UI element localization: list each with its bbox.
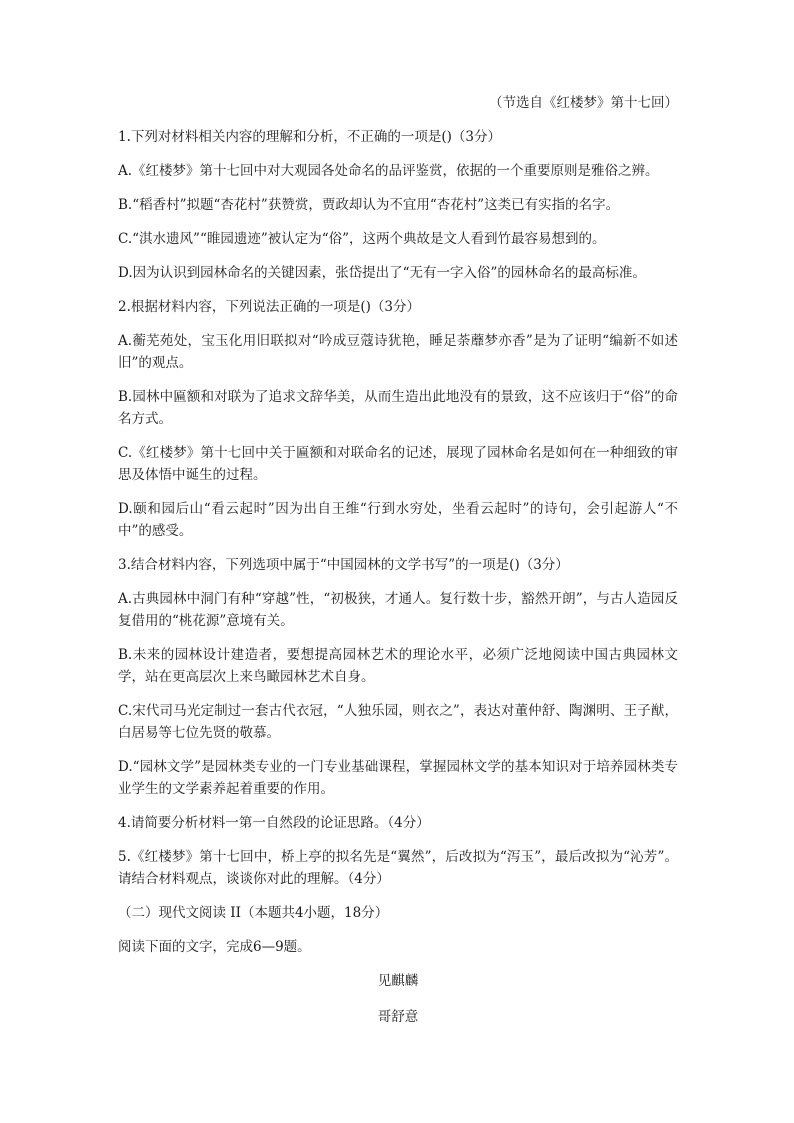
question-1-stem: 1.下列对材料相关内容的理解和分析，不正确的一项是()（3分） [118, 129, 502, 145]
question-3-option-a: A.古典园林中洞门有种“穿越”性，“初极狭，才通人。复行数十步，豁然开朗”，与古人造园反复借用的“桃花源”意境有关。 [118, 591, 678, 629]
question-4-stem: 4.请简要分析材料一第一自然段的论证思路。（4分） [118, 815, 430, 831]
source-note: （节选自《红楼梦》第十七回） [489, 95, 678, 111]
question-2-option-a: A.蘅芜苑处，宝玉化用旧联拟对“吟成豆蔻诗犹艳，睡足荼蘼梦亦香”是为了证明“编新不如述旧”的观点。 [118, 333, 678, 371]
article-author: 哥舒意 [377, 1009, 419, 1025]
question-2-option-c: C.《红楼梦》第十七回中关于匾额和对联命名的记述，展现了园林命名是如何在一种细致的审思及体悟中诞生的过程。 [118, 445, 678, 483]
question-1-option-a: A.《红楼梦》第十七回中对大观园各处命名的品评鉴赏，依据的一个重要原则是雅俗之辨。 [118, 163, 659, 179]
question-2-stem: 2.根据材料内容，下列说法正确的一项是()（3分） [118, 299, 421, 315]
reading-instruction: 阅读下面的文字，完成6—9题。 [118, 939, 311, 955]
question-2-option-b: B.园林中匾额和对联为了追求文辞华美，从而生造出此地没有的景致，这不应该归于“俗”的命名方式。 [118, 389, 678, 427]
question-3-stem: 3.结合材料内容，下列选项中属于“中国园林的文学书写”的一项是()（3分） [118, 557, 569, 573]
question-3-option-d: D.“园林文学”是园林类专业的一门专业基础课程，掌握园林文学的基本知识对于培养园林类专业学生的文学素养起着重要的作用。 [118, 759, 678, 797]
question-3-option-b: B.未来的园林设计建造者，要想提高园林艺术的理论水平，必须广泛地阅读中国古典园林文学，站在更高层次上来鸟瞰园林艺术自身。 [118, 647, 678, 685]
question-1-option-d: D.因为认识到园林命名的关键因素，张岱提出了“无有一字入俗”的园林命名的最高标准。 [118, 265, 646, 281]
question-3-option-c: C.宋代司马光定制过一套古代衣冠，“人独乐园，则衣之”，表达对董仲舒、陶渊明、王子猷，白居易等七位先贤的敬慕。 [118, 703, 678, 741]
question-1-option-c: C.“淇水遗风”“睢园遗迹”被认定为“俗”，这两个典故是文人看到竹最容易想到的。 [118, 231, 606, 247]
question-5-stem: 5.《红楼梦》第十七回中，桥上亭的拟名先是“翼然”，后改拟为“泻玉”，最后改拟为“沁芳”。请结合材料观点，谈谈你对此的理解。（4分） [118, 849, 678, 887]
question-2-option-d: D.颐和园后山“看云起时”因为出自王维“行到水穷处，坐看云起时”的诗句，会引起游人“不中”的感受。 [118, 501, 678, 539]
document-page [118, 92, 678, 1042]
question-1-option-b: B.“稻香村”拟题“杏花村”获赞赏，贾政却认为不宜用“杏花村”这类已有实指的名字。 [118, 197, 620, 213]
section-heading: （二）现代文阅读 II（本题共4小题，18分） [118, 905, 389, 921]
article-title: 见麒麟 [377, 973, 419, 989]
